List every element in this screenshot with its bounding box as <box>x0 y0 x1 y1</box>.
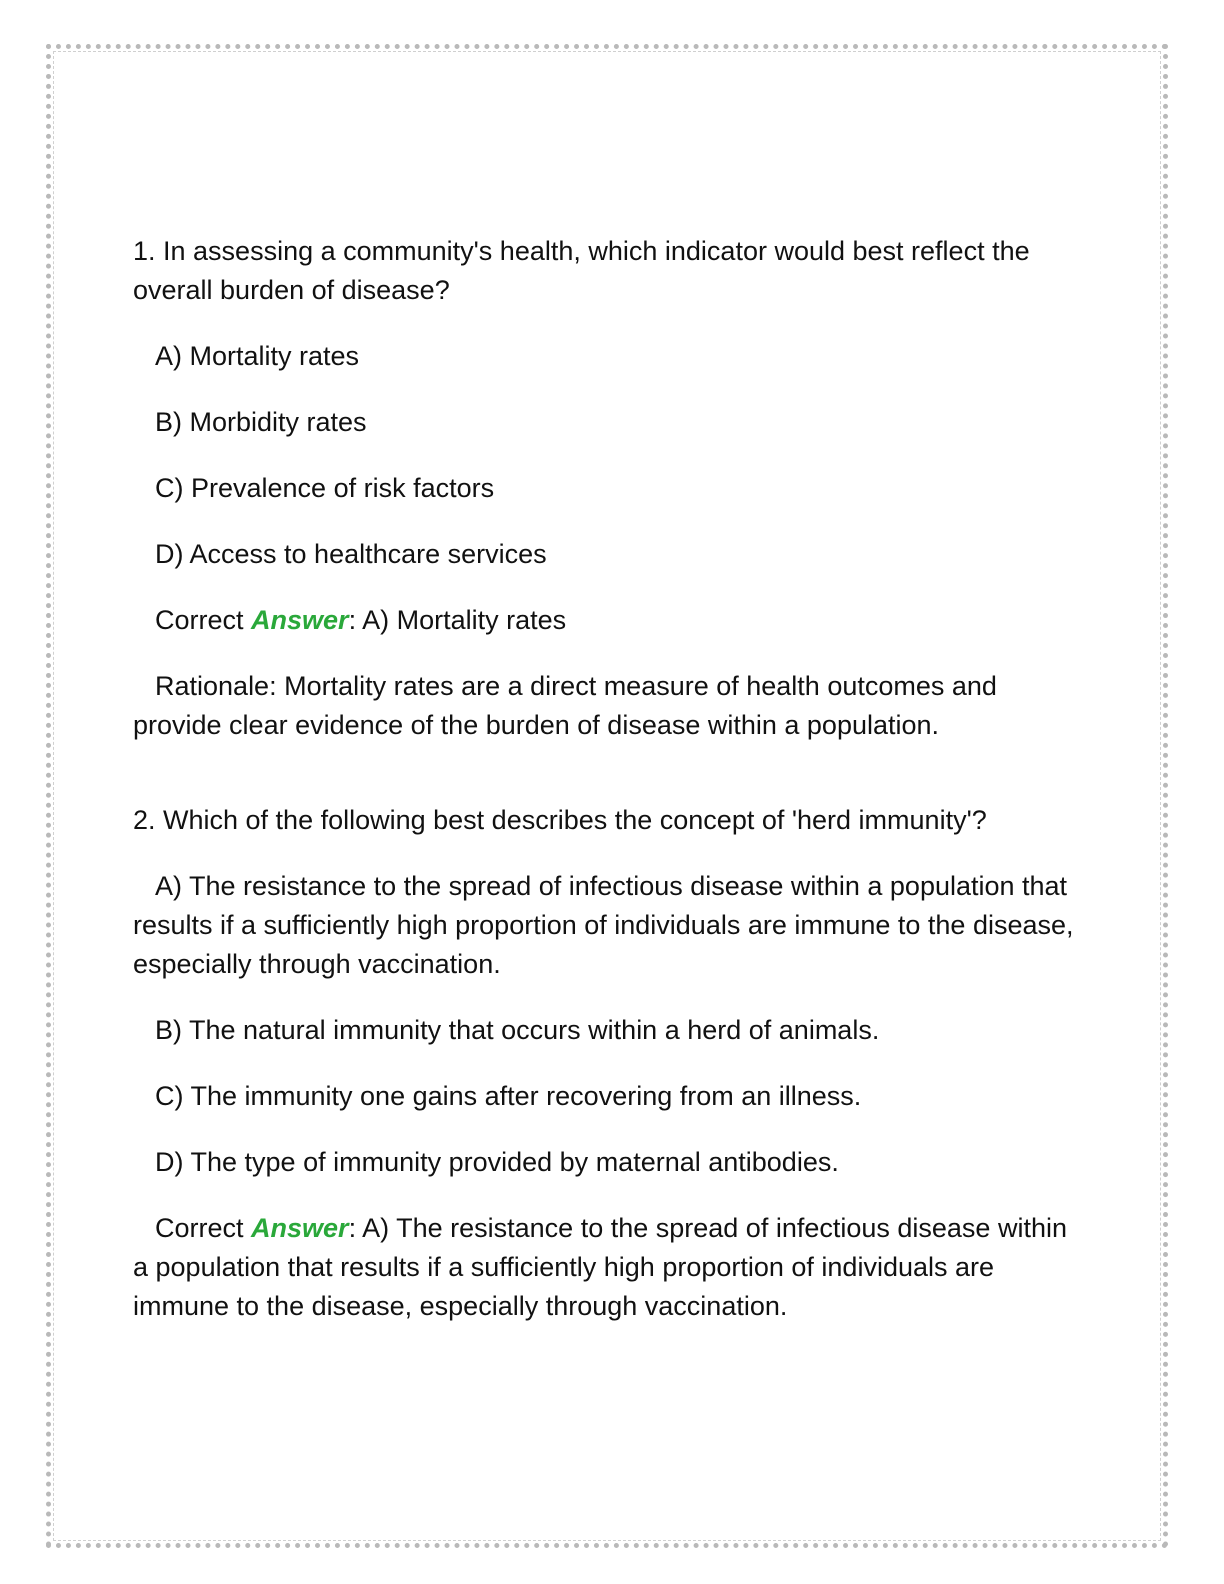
question-2-option-b: B) The natural immunity that occurs within a herd of animals. <box>155 1015 880 1045</box>
answer-prefix: Correct <box>155 1213 252 1243</box>
question-1-answer <box>133 601 1083 640</box>
question-1-stem: 1. In assessing a community's health, which indicator would best reflect the overall burden of disease? <box>133 236 1030 305</box>
question-1-option-d: D) Access to healthcare services <box>155 539 547 569</box>
question-1-option-a: A) Mortality rates <box>155 341 360 371</box>
answer-text: : A) The resistance to the spread of infectious disease within a population that results if a sufficiently high proportion of individuals are immune to the disease, especially through vaccination. <box>133 1213 1067 1321</box>
question-2-answer <box>133 1209 1083 1326</box>
question-2-option-a: A) The resistance to the spread of infectious disease within a population that results if a sufficiently high proportion of individuals are immune to the disease, especially through vaccination. <box>133 871 1074 979</box>
answer-prefix: Correct <box>155 605 252 635</box>
question-1-option-c: C) Prevalence of risk factors <box>155 473 495 503</box>
question-2-stem: 2. Which of the following best describes the concept of 'herd immunity'? <box>133 805 987 835</box>
question-2-option-c: C) The immunity one gains after recovering from an illness. <box>155 1081 862 1111</box>
document-content <box>133 232 1083 1326</box>
section-gap <box>133 745 1083 801</box>
answer-text: : A) Mortality rates <box>348 605 567 635</box>
answer-keyword: Answer <box>251 605 349 635</box>
question-2-option-d: D) The type of immunity provided by maternal antibodies. <box>155 1147 839 1177</box>
answer-keyword: Answer <box>251 1213 349 1243</box>
question-1-option-b: B) Morbidity rates <box>155 407 367 437</box>
question-1-rationale: Rationale: Mortality rates are a direct measure of health outcomes and provide clear evidence of the burden of disease within a population. <box>133 671 997 740</box>
